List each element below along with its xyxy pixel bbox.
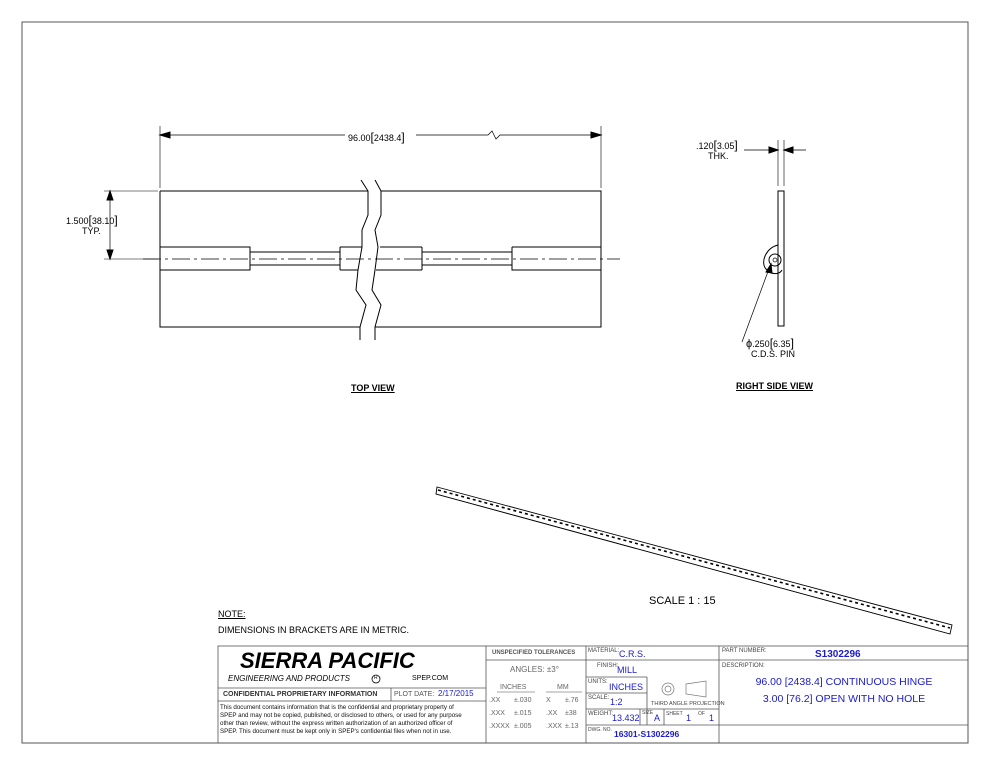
tol-mm-val: ±38 (565, 710, 577, 717)
right-side-view (742, 140, 806, 342)
dwg-no-value: 16301-S1302296 (614, 729, 680, 739)
scale-value: 1:2 (610, 697, 623, 707)
length-metric: 2438.4 (373, 133, 402, 143)
tol-mm-val: ±.76 (565, 697, 579, 704)
tol-inch-key: .XXXX (489, 723, 510, 730)
company-website: SPEP.COM (412, 675, 449, 682)
sheet-label: SHEET (666, 711, 683, 717)
sheet-value: 1 (686, 713, 692, 723)
mm-header: MM (557, 684, 569, 691)
top-view (104, 126, 620, 340)
thickness-value: .120 (696, 141, 714, 151)
of-value: 1 (709, 713, 715, 723)
third-angle-projection-icon (662, 681, 706, 697)
scale-label: SCALE 1 : 15 (649, 595, 716, 607)
units-label: UNITS: (588, 679, 608, 685)
description-label: DESCRIPTION: (722, 663, 765, 669)
confidential-text (220, 704, 484, 736)
pin-note: C.D.S. PIN (751, 349, 796, 359)
note-heading: NOTE: (218, 609, 246, 619)
length-value: 96.00 (348, 133, 371, 143)
units-value: INCHES (609, 682, 644, 692)
description-line: 96.00 [2438.4] CONTINUOUS HINGE (755, 676, 933, 688)
registered-letter: R (374, 675, 378, 681)
projection-label: THIRD ANGLE PROJECTION (651, 701, 725, 707)
finish-label: FINISH: (597, 663, 619, 669)
finish-value: MILL (617, 665, 638, 675)
description-text (722, 674, 966, 708)
material-label: MATERIAL: (588, 648, 620, 654)
tol-inch-key: .XX (489, 697, 501, 704)
weight-value: 13.432 (612, 713, 640, 723)
width-value: 1.500 (66, 216, 89, 226)
width-note: TYP. (82, 226, 101, 236)
size-value: A (654, 713, 661, 723)
weight-label: WEIGHT: (588, 711, 613, 717)
tol-mm-key: .XXX (546, 723, 562, 730)
description-line: 3.00 [76.2] OPEN WITH NO HOLE (762, 692, 926, 705)
tol-mm-key: .XX (546, 710, 558, 717)
tol-inch-key: .XXX (489, 710, 505, 717)
pin-dia-value: .250 (752, 339, 770, 349)
top-view-label: TOP VIEW (351, 383, 395, 393)
plot-date-label: PLOT DATE: (394, 691, 435, 698)
isometric-hinge (436, 487, 952, 634)
confidential-label: CONFIDENTIAL PROPRIETARY INFORMATION (223, 691, 378, 698)
note-text: DIMENSIONS IN BRACKETS ARE IN METRIC. (218, 625, 410, 635)
confidential-line: This document contains information that is the confidential and proprietary property of (220, 704, 454, 711)
inches-header: INCHES (500, 684, 527, 691)
tolerances-title: UNSPECIFIED TOLERANCES (492, 650, 576, 656)
thickness-note: THK. (708, 151, 729, 161)
confidential-line: SPEP and may not be copied, published, or disclosed to others, or used for any purpose (220, 711, 462, 719)
pin-dimension: ϕ.250[6.35] (746, 336, 794, 350)
tol-inch-val: ±.005 (514, 723, 532, 730)
pin-dia-metric: 6.35 (773, 339, 791, 349)
width-dimension: 1.500[38.10] (66, 213, 118, 227)
dwg-no-label: DWG. NO. (588, 727, 612, 733)
tol-mm-key: X (546, 697, 551, 704)
diameter-symbol-icon: ϕ (746, 338, 753, 350)
part-number-label: PART NUMBER: (722, 648, 767, 654)
plot-date: 2/17/2015 (438, 689, 474, 698)
company-name: SIERRA PACIFIC (240, 648, 415, 673)
scale-field-label: SCALE: (588, 695, 610, 701)
right-side-view-label: RIGHT SIDE VIEW (736, 381, 814, 391)
company-subtitle: ENGINEERING AND PRODUCTS (228, 674, 350, 683)
tol-inch-val: ±.015 (514, 710, 532, 717)
length-dimension: 96.00[2438.4] (348, 130, 405, 144)
thickness-metric: 3.05 (716, 141, 735, 151)
thickness-dimension: .120[3.05] (696, 138, 738, 152)
confidential-line: other than review, without the express written authorization of an authorized officer of (220, 719, 453, 727)
angles-tolerance: ANGLES: ±3° (510, 665, 559, 674)
sheet-border (22, 22, 968, 743)
tol-mm-val: ±.13 (565, 723, 579, 730)
size-label: SIZE (642, 710, 654, 716)
of-label: OF (698, 711, 705, 717)
tol-inch-val: ±.030 (514, 697, 532, 704)
material-value: C.R.S. (619, 649, 646, 659)
width-metric: 38.10 (91, 216, 115, 226)
part-number-value: S1302296 (815, 649, 861, 660)
confidential-line: SPEP. This document must be kept only in SPEP's confidential files when not in use. (220, 727, 452, 735)
